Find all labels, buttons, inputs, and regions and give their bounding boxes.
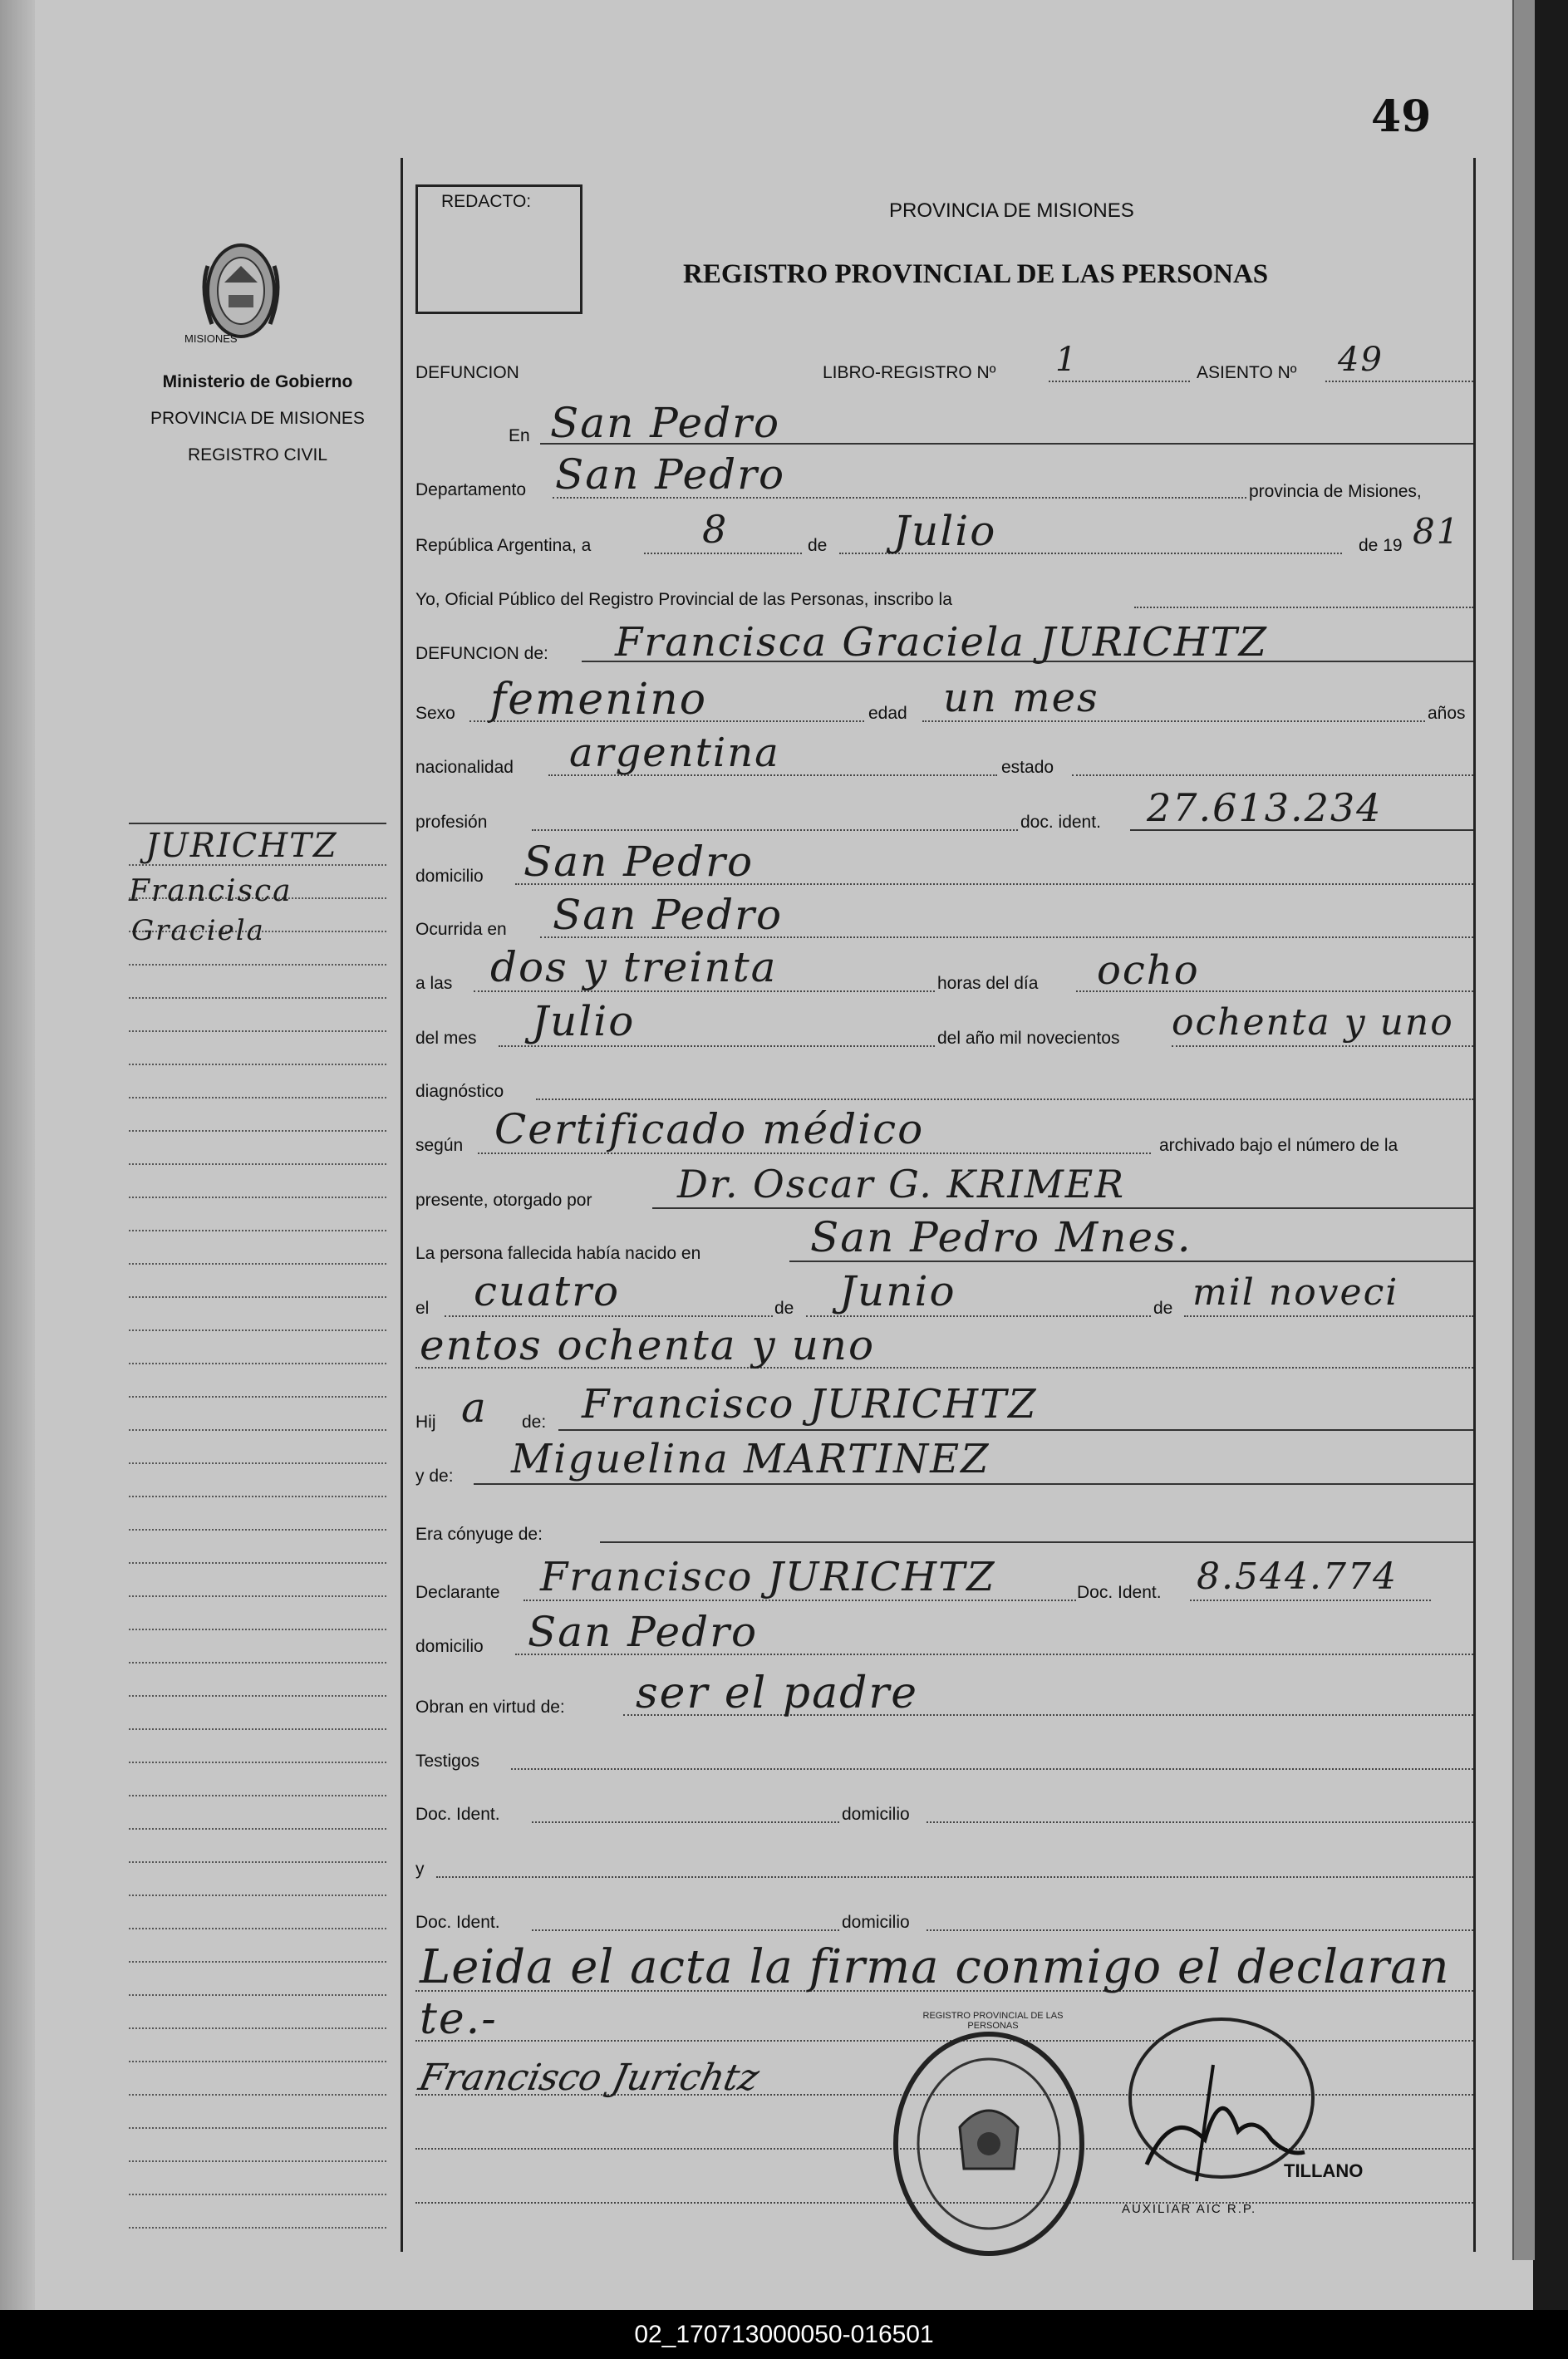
doc-ident-value: 27.613.234: [1147, 785, 1383, 830]
en-value: San Pedro: [550, 399, 781, 447]
horas-label: horas del día: [937, 974, 1039, 993]
y-line: [436, 1876, 1473, 1878]
padre-line: [558, 1429, 1473, 1431]
madre-value: Miguelina MARTINEZ: [511, 1436, 990, 1482]
nacionalidad-value: argentina: [569, 730, 780, 776]
day-value: 8: [702, 507, 729, 552]
de19-label: de 19: [1359, 536, 1403, 555]
presente-value: Dr. Oscar G. KRIMER: [677, 1162, 1126, 1207]
seal-text: MISIONES: [184, 332, 238, 345]
hij-label: Hij: [415, 1413, 436, 1432]
delmes-label: del mes: [415, 1029, 477, 1048]
domicilio-label: domicilio: [415, 867, 484, 886]
month-value: Julio: [893, 507, 997, 555]
domicilio3-line: [927, 1821, 1473, 1823]
de3-label: de: [1153, 1299, 1173, 1318]
year2-cont-value: entos ochenta y uno: [420, 1321, 876, 1369]
libro-value: 1: [1055, 341, 1079, 379]
estado-label: estado: [1001, 758, 1054, 777]
alas-value: dos y treinta: [490, 943, 778, 991]
conyuge-line: [600, 1541, 1473, 1543]
redacto-label: REDACTO:: [441, 192, 532, 211]
year2-value: mil noveci: [1192, 1271, 1399, 1314]
officer-title: AUXILIAR AIC R.P.: [1122, 2202, 1257, 2216]
yde-label: y de:: [415, 1467, 454, 1486]
madre-line: [474, 1483, 1473, 1485]
header-province: PROVINCIA DE MISIONES: [889, 199, 1134, 222]
asiento-label: ASIENTO Nº: [1197, 363, 1297, 382]
de-label: de: [808, 536, 828, 555]
archivado-label: archivado bajo el número de la: [1159, 1136, 1398, 1155]
testigos-label: Testigos: [415, 1752, 480, 1771]
en-label: En: [509, 426, 530, 445]
defuncion-heading: DEFUNCION: [415, 363, 519, 382]
alas-label: a las: [415, 974, 453, 993]
nacionalidad-label: nacionalidad: [415, 758, 514, 777]
estado-line: [1072, 774, 1473, 776]
ocurrida-value: San Pedro: [553, 891, 784, 939]
el-value: cuatro: [474, 1267, 621, 1315]
header-registry: REGISTRO PROVINCIAL DE LAS PERSONAS: [683, 259, 1269, 289]
registry-label: REGISTRO CIVIL: [187, 445, 328, 464]
stamp-text: REGISTRO PROVINCIAL DE LAS PERSONAS: [922, 2011, 1064, 2031]
defuncion-de-value: Francisca Graciela JURICHTZ: [615, 619, 1268, 666]
nacido-value: San Pedro Mnes.: [810, 1213, 1192, 1261]
de2-label: de: [774, 1299, 794, 1318]
sexo-label: Sexo: [415, 704, 455, 723]
domicilio2-value: San Pedro: [528, 1608, 759, 1656]
el-label: el: [415, 1299, 430, 1318]
official-stamp: [889, 2027, 1089, 2260]
ocurrida-label: Ocurrida en: [415, 920, 507, 939]
oficial-label: Yo, Oficial Público del Registro Provincial de las Personas, inscribo la: [415, 590, 952, 609]
edad-value: un mes: [943, 675, 1099, 721]
page-number: 49: [1371, 91, 1432, 142]
declarante-value: Francisco JURICHTZ: [540, 1554, 996, 1600]
doc-ident-label: doc. ident.: [1020, 813, 1101, 832]
margin-surname: JURICHTZ: [145, 827, 338, 865]
domicilio-value: San Pedro: [523, 838, 755, 886]
padre-value: Francisco JURICHTZ: [582, 1381, 1038, 1428]
obran-value: ser el padre: [636, 1669, 918, 1718]
book-spine: [0, 0, 35, 2310]
presente-label: presente, otorgado por: [415, 1191, 592, 1210]
defuncion-de-label: DEFUNCION de:: [415, 644, 548, 663]
obran-label: Obran en virtud de:: [415, 1698, 565, 1717]
republica-label: República Argentina, a: [415, 536, 592, 555]
doc-ident3-label: Doc. Ident.: [415, 1913, 500, 1932]
anos-label: años: [1428, 704, 1466, 723]
diagnostico-label: diagnóstico: [415, 1082, 504, 1101]
declarante-label: Declarante: [415, 1583, 500, 1602]
right-column-border: [1473, 158, 1476, 2252]
closing-text-1: Leida el acta la firma conmigo el declaran: [420, 1940, 1450, 1994]
footer-id: 02_170713000050-016501: [634, 2321, 934, 2348]
margin-first-name: Francisca: [129, 874, 292, 908]
horas-value: ocho: [1097, 947, 1200, 994]
conyuge-label: Era cónyuge de:: [415, 1525, 543, 1544]
anio-value: ochenta y uno: [1172, 1001, 1454, 1044]
presente-line: [652, 1207, 1473, 1209]
decl-doc-value: 8.544.774: [1197, 1555, 1398, 1598]
sexo-value: femenino: [490, 675, 708, 725]
edad-label: edad: [868, 704, 907, 723]
domicilio4-line: [927, 1929, 1473, 1931]
departamento-label: Departamento: [415, 480, 527, 499]
y-label: y: [415, 1860, 425, 1879]
anio-line: [1172, 1045, 1473, 1047]
decl-doc-label: Doc. Ident.: [1077, 1583, 1162, 1602]
profesion-line: [532, 829, 1018, 831]
delmes-line: [499, 1045, 935, 1047]
province-label: PROVINCIA DE MISIONES: [150, 409, 365, 428]
el-line: [445, 1315, 773, 1317]
domicilio3-label: domicilio: [842, 1805, 910, 1824]
coat-of-arms-seal: [199, 233, 283, 349]
libro-label: LIBRO-REGISTRO Nº: [823, 363, 996, 382]
month2-value: Junio: [839, 1267, 956, 1315]
ministry-label: Ministerio de Gobierno: [162, 372, 353, 391]
delmes-value: Julio: [532, 997, 636, 1045]
domicilio2-label: domicilio: [415, 1637, 484, 1656]
margin-second-name: Graciela: [131, 914, 265, 947]
asiento-value: 49: [1338, 341, 1384, 379]
officer-name: TILLANO: [1284, 2160, 1364, 2181]
month2-line: [806, 1315, 1151, 1317]
oficial-line: [1134, 607, 1473, 608]
footer-id-bar: [0, 2310, 1568, 2359]
asiento-line: [1325, 381, 1473, 382]
hij-de-label: de:: [522, 1413, 547, 1432]
diagnostico-line: [536, 1098, 1473, 1100]
page-edge: [1512, 0, 1535, 2260]
year-value: 81: [1413, 511, 1461, 552]
libro-line: [1049, 381, 1190, 382]
testigos-line: [511, 1768, 1473, 1770]
decl-doc-line: [1190, 1600, 1431, 1601]
hij-value: a: [461, 1383, 488, 1432]
domicilio4-label: domicilio: [842, 1913, 910, 1932]
segun-label: según: [415, 1136, 464, 1155]
doc-ident3-line: [532, 1929, 839, 1931]
day-line: [644, 553, 802, 554]
doc-ident2-label: Doc. Ident.: [415, 1805, 500, 1824]
declarant-signature: Francisco Jurichtz: [415, 2057, 763, 2099]
year2-line: [1184, 1315, 1473, 1317]
segun-value: Certificado médico: [494, 1105, 925, 1153]
officer-signature: [1097, 2015, 1330, 2223]
nacido-label: La persona fallecida había nacido en: [415, 1244, 701, 1263]
left-column-border: [401, 158, 403, 2252]
redacto-box: [415, 184, 582, 314]
provincia-label: provincia de Misiones,: [1249, 482, 1422, 501]
profesion-label: profesión: [415, 813, 488, 832]
doc-ident2-line: [532, 1821, 839, 1823]
anio-label: del año mil novecientos: [937, 1029, 1120, 1048]
departamento-value: San Pedro: [555, 450, 786, 499]
closing-text-2: te.-: [420, 1994, 498, 2044]
